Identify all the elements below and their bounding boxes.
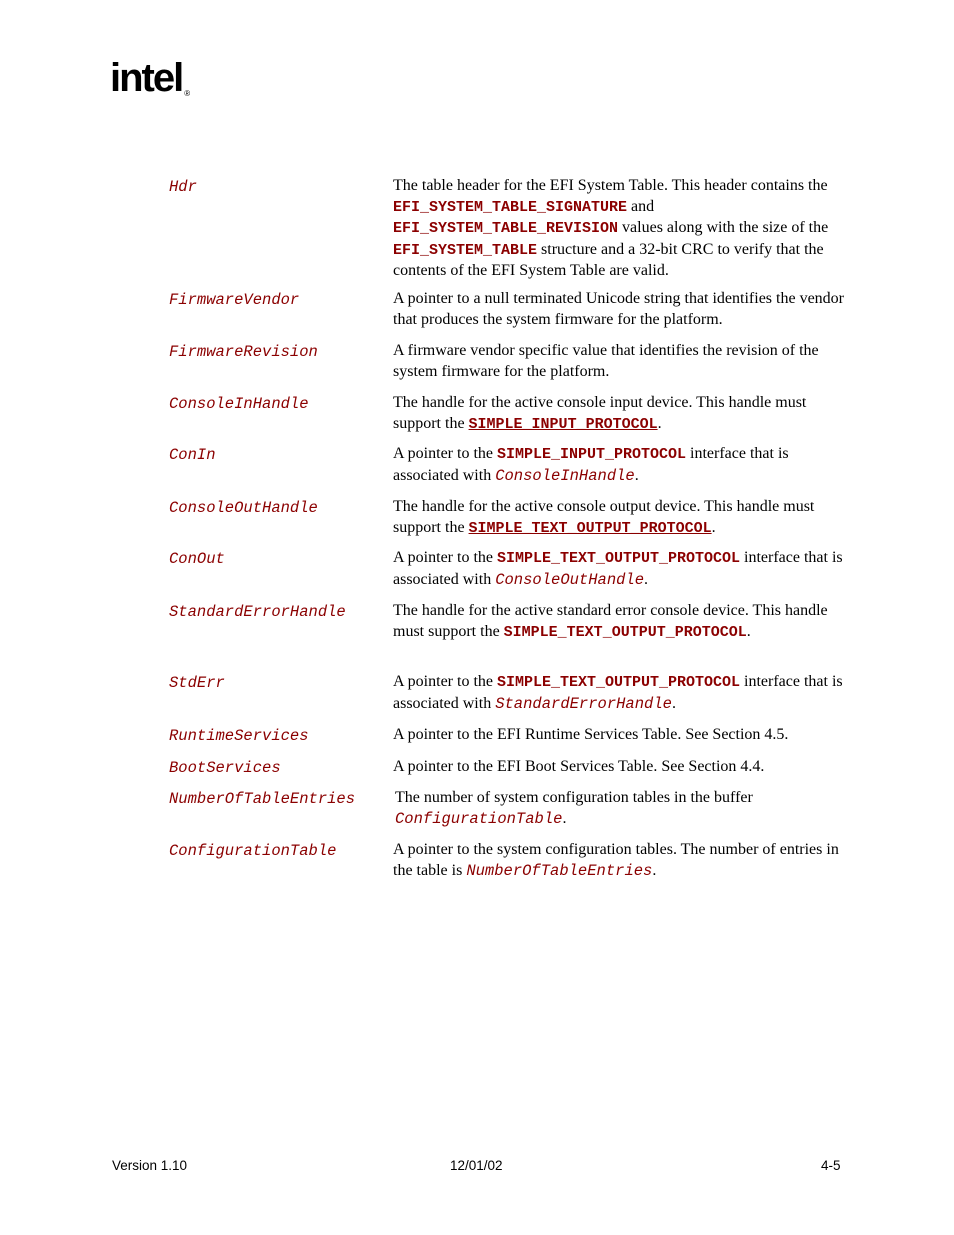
field-name: FirmwareVendor bbox=[169, 291, 300, 309]
field-description bbox=[393, 176, 845, 282]
description-text: A pointer to the system configuration tables. The number of entries in the table is bbox=[393, 841, 839, 879]
field-name: ConfigurationTable bbox=[169, 842, 337, 860]
description-text: A pointer to the EFI Runtime Services Table. See Section 4.5. bbox=[393, 726, 789, 743]
field-name: ConsoleInHandle bbox=[169, 395, 309, 413]
logo-text: intel bbox=[110, 56, 183, 100]
field-reference: ConsoleOutHandle bbox=[495, 570, 645, 589]
intel-logo bbox=[110, 58, 190, 98]
description-text: . bbox=[657, 414, 662, 432]
description-text: interface that is associated with bbox=[393, 445, 789, 484]
protocol-name: SIMPLE_TEXT_OUTPUT_PROTOCOL bbox=[503, 623, 747, 641]
protocol-name: SIMPLE_TEXT_OUTPUT_PROTOCOL bbox=[496, 550, 741, 567]
description-text: . bbox=[634, 466, 639, 484]
protocol-name: SIMPLE_INPUT_PROTOCOL bbox=[496, 446, 687, 463]
field-name: RuntimeServices bbox=[169, 727, 309, 745]
description-text: . bbox=[644, 570, 649, 588]
field-description bbox=[393, 725, 845, 746]
field-reference: ConsoleInHandle bbox=[495, 466, 635, 485]
field-description bbox=[393, 497, 845, 539]
description-text: interface that is associated with bbox=[393, 549, 843, 588]
description-text: values along with the size of the bbox=[618, 219, 829, 236]
field-name: ConsoleOutHandle bbox=[169, 499, 318, 517]
field-description bbox=[393, 341, 845, 382]
protocol-name: SIMPLE_TEXT_OUTPUT_PROTOCOL bbox=[496, 674, 741, 691]
field-description bbox=[393, 601, 845, 643]
field-description bbox=[393, 840, 845, 881]
description-text: . bbox=[746, 622, 751, 640]
description-text: structure and a 32-bit CRC to verify that the contents of the EFI System Table are valid. bbox=[393, 240, 824, 279]
description-text: A pointer to a null terminated Unicode string that identifies the vendor that produces the system firmware for the platform. bbox=[393, 290, 844, 328]
description-text: . bbox=[562, 809, 567, 827]
field-name: Hdr bbox=[169, 178, 197, 196]
footer-page-number: 4-5 bbox=[821, 1158, 841, 1173]
description-text: The handle for the active console output device. This handle must support the bbox=[393, 498, 815, 536]
protocol-name: EFI_SYSTEM_TABLE_REVISION bbox=[393, 220, 619, 237]
field-name: BootServices bbox=[169, 759, 281, 777]
protocol-link[interactable]: SIMPLE_TEXT_OUTPUT_PROTOCOL bbox=[468, 519, 712, 537]
description-text: A pointer to the EFI Boot Services Table. See Section 4.4. bbox=[393, 758, 765, 775]
field-name: ConOut bbox=[169, 550, 225, 568]
description-text: A pointer to the bbox=[393, 445, 497, 462]
field-description bbox=[393, 548, 845, 590]
description-text: A firmware vendor specific value that identifies the revision of the system firmware for the platform. bbox=[393, 342, 819, 380]
field-description bbox=[393, 672, 845, 714]
description-text: and bbox=[627, 197, 655, 215]
description-text: The handle for the active standard error console device. This handle must support the bbox=[393, 602, 828, 640]
footer-date: 12/01/02 bbox=[450, 1158, 503, 1173]
description-text: A pointer to the bbox=[393, 549, 497, 566]
field-description bbox=[393, 393, 845, 435]
field-reference: ConfigurationTable bbox=[395, 809, 563, 828]
description-text: . bbox=[711, 518, 716, 536]
field-name: StdErr bbox=[169, 674, 225, 692]
description-text: The handle for the active console input device. This handle must support the bbox=[393, 394, 807, 432]
protocol-name: EFI_SYSTEM_TABLE bbox=[393, 241, 538, 259]
field-name: StandardErrorHandle bbox=[169, 603, 346, 621]
field-name: NumberOfTableEntries bbox=[169, 790, 356, 808]
field-description bbox=[393, 757, 845, 778]
protocol-link[interactable]: SIMPLE_INPUT_PROTOCOL bbox=[468, 415, 658, 433]
description-text: A pointer to the bbox=[393, 673, 497, 690]
registered-mark: ® bbox=[184, 89, 191, 98]
field-name: FirmwareRevision bbox=[169, 343, 318, 361]
field-description bbox=[395, 788, 847, 829]
field-description bbox=[393, 444, 845, 486]
description-text: . bbox=[671, 694, 676, 712]
description-text: interface that is associated with bbox=[393, 673, 843, 712]
field-description bbox=[393, 289, 845, 330]
description-text: The number of system configuration tables in the buffer bbox=[395, 789, 753, 806]
field-reference: NumberOfTableEntries bbox=[466, 861, 653, 880]
protocol-name: EFI_SYSTEM_TABLE_SIGNATURE bbox=[393, 198, 628, 216]
field-name: ConIn bbox=[169, 446, 216, 464]
footer-version: Version 1.10 bbox=[112, 1158, 188, 1173]
description-text: . bbox=[652, 861, 657, 879]
field-reference: StandardErrorHandle bbox=[495, 694, 672, 713]
description-text: The table header for the EFI System Table. This header contains the bbox=[393, 177, 828, 194]
